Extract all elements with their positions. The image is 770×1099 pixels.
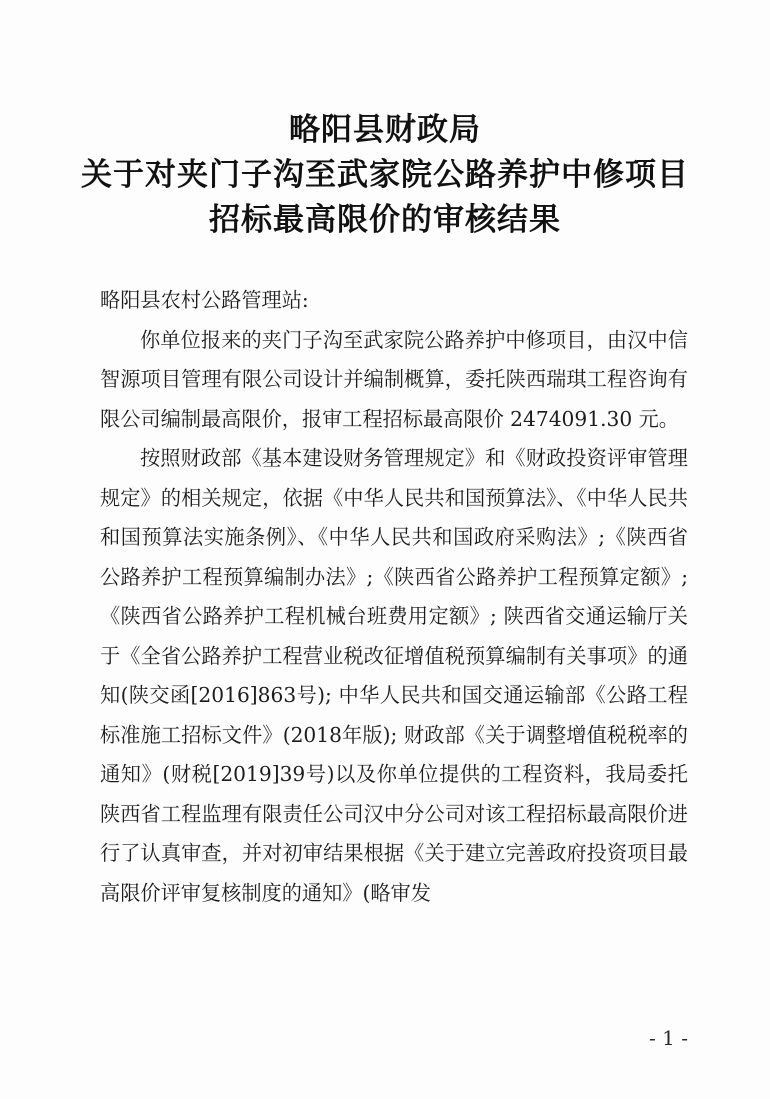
page-number: - 1 - (649, 1026, 688, 1050)
document-body (100, 281, 688, 913)
title-issuer: 略阳县财政局 (289, 112, 481, 148)
title-subject-continued: 招标最高限价的审核结果 (209, 202, 561, 238)
salutation: 略阳县农村公路管理站: (100, 288, 309, 312)
title-subject: 关于对夹门子沟至武家院公路养护中修项目 (81, 157, 689, 193)
paragraph-project-summary: 你单位报来的夹门子沟至武家院公路养护中修项目，由汉中信智源项目管理有限公司设计并编制概算，委托陕西瑞琪工程咨询有限公司编制最高限价，报审工程招标最高限价 2474091.30 元。 (100, 327, 688, 431)
paragraph-review-basis: 按照财政部《基本建设财务管理规定》和《财政投资评审管理规定》的相关规定，依据《中华人民共和国预算法》、《中华人民共和国预算法实施条例》、《中华人民共和国政府采购法》;《陕西省公路养护工程预算编制办法》;《陕西省公路养护工程预算定额》;《陕西省公路养护工程机械台班费用定额》; 陕西省交通运输厅关于《全省公路养护工程营业税改征增值税预算编制有关事项》的通知(陕交函[2016]863号); 中华人民共和国交通运输部《公路工程标准施工招标文件》(2018年版); 财政部《关于调整增值税税率的通知》(财税[2019]39号)以及你单位提供的工程资料，我局委托陕西省工程监理有限责任公司汉中分公司对该工程招标最高限价进行了认真审查，并对初审结果根据《关于建立完善政府投资项目最高限价评审复核制度的通知》(略审发 (100, 446, 688, 905)
document-title (0, 108, 770, 243)
